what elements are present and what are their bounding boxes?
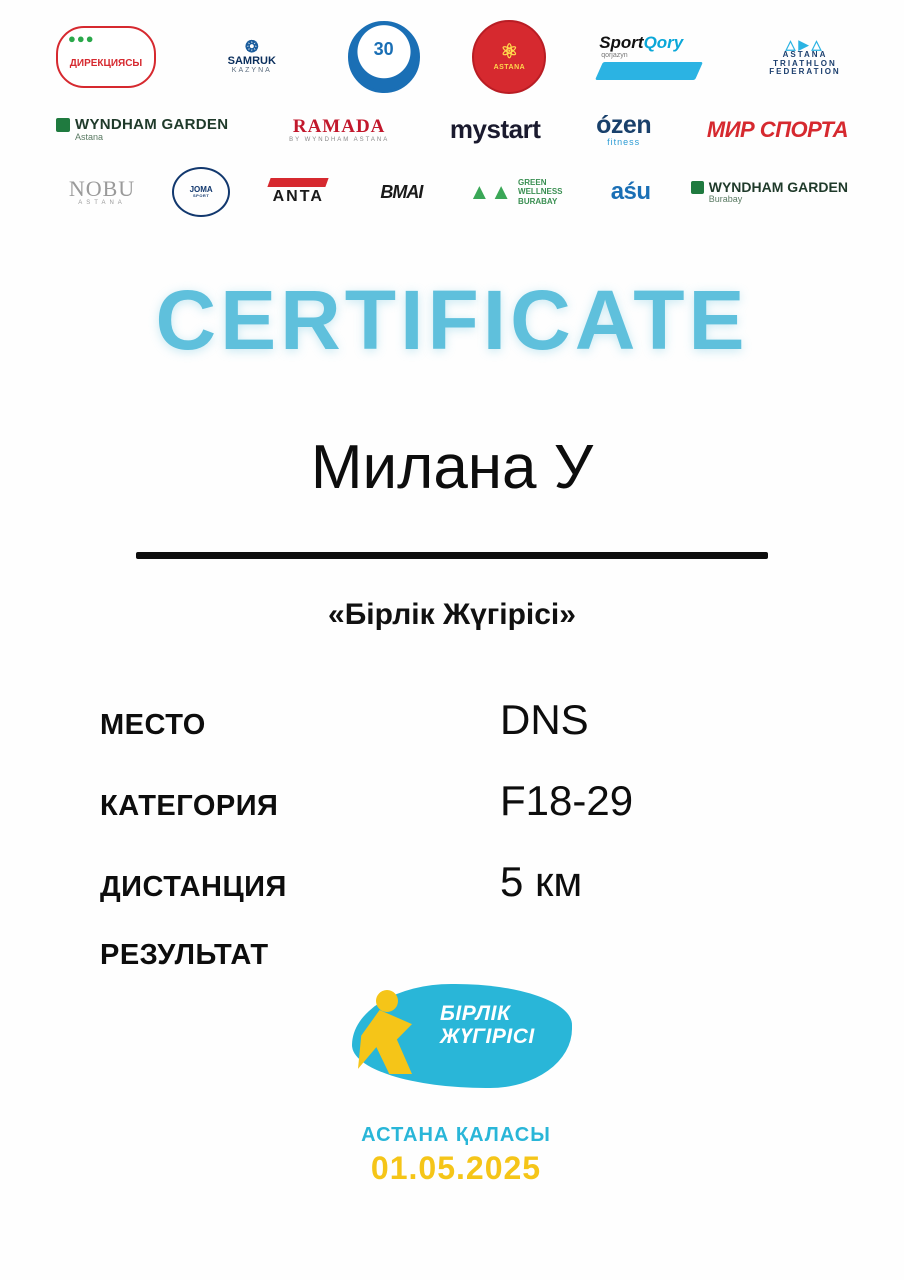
logo-ramada <box>284 117 394 143</box>
logo-sport-qory-sub: qorjazyn <box>601 52 628 60</box>
logo-mir-sporta: МИР СПОРТА <box>706 117 848 143</box>
logo-wyndham-astana-label: WYNDHAM GARDEN <box>75 116 229 134</box>
logo-sport-qory <box>599 34 709 79</box>
detail-label-place: МЕСТО <box>100 709 206 741</box>
logo-asu: aśu <box>610 178 651 206</box>
logo-wyndham-astana-sub: Astana <box>75 132 104 143</box>
logo-samruk-kazyna <box>209 40 295 75</box>
triangle-icon: △▶△ <box>785 36 825 52</box>
sponsor-row-1 <box>56 20 848 94</box>
logo-mystart: mystart <box>449 114 541 145</box>
logo-joma-label: JOMA <box>189 184 213 194</box>
logo-sport-qory-label: SportQory <box>599 33 684 53</box>
logo-nobu-sub: ASTANA <box>78 200 126 207</box>
logo-green-wellness-label: GREEN WELLNESS BURABAY <box>518 178 563 206</box>
event-logo-line1: БІРЛІК <box>440 1002 511 1025</box>
logo-anta <box>254 178 342 206</box>
detail-row <box>100 696 800 777</box>
logo-state-emblem-30 <box>348 21 420 93</box>
detail-row <box>100 858 800 939</box>
event-logo-text <box>440 1002 535 1048</box>
event-logo <box>316 984 596 1204</box>
sponsor-row-2 <box>56 100 848 160</box>
recipient-name: Милана У <box>310 433 594 502</box>
logo-direkciyasy-label: ДИРЕКЦИЯСЫ <box>69 57 143 69</box>
logo-astana-label: АSTANA <box>493 64 526 72</box>
logo-joma <box>172 167 230 217</box>
logo-ozen-label: ózen <box>596 111 652 140</box>
logo-wyndham-burabay-sub: Burabay <box>708 193 743 204</box>
sponsor-logo-band <box>56 20 848 218</box>
logo-wyndham-garden-burabay <box>691 180 848 204</box>
logo-anta-label: ANTA <box>272 188 324 206</box>
certificate-title: CERTIFICATE <box>155 273 749 367</box>
logo-wyndham-garden-astana <box>56 117 228 142</box>
tree-icon: ▲▲ <box>468 179 513 204</box>
logo-samruk-sub: KAZYNA <box>231 67 272 75</box>
divider <box>136 552 768 559</box>
event-city: АСТАНА ҚАЛАСЫ <box>361 1124 551 1146</box>
logo-nobu-label: NOBU <box>68 176 136 202</box>
logo-ozen-fitness <box>596 112 651 148</box>
detail-label-distance: ДИСТАНЦИЯ <box>100 871 287 903</box>
logo-green-wellness-burabay <box>461 178 571 206</box>
event-name: «Бірлік Жүгірісі» <box>328 598 576 631</box>
logo-triathlon-label2: TRIATHLON <box>773 58 837 68</box>
detail-label-result: РЕЗУЛЬТАТ <box>100 939 269 971</box>
crest-icon: ⚛ <box>500 41 519 64</box>
logo-ozen-sub: fitness <box>607 137 641 148</box>
event-date: 01.05.2025 <box>370 1150 542 1186</box>
runner-icon <box>350 990 424 1082</box>
logo-emblem-number: 30 <box>373 39 394 59</box>
event-logo-line2: ЖҮГІРІСІ <box>440 1025 535 1049</box>
detail-value-place: DNS <box>500 696 589 743</box>
wyndham-mark-icon <box>56 118 70 132</box>
anta-mark-icon <box>268 178 329 187</box>
logo-ramada-label: RAMADA <box>292 115 386 137</box>
result-details <box>100 696 800 1020</box>
logo-nobu <box>56 177 148 206</box>
logo-direkciyasy <box>56 26 156 88</box>
runners-icon: ●●● <box>68 31 95 46</box>
logo-joma-sub: SPORT <box>192 193 210 199</box>
detail-label-category: КАТЕГОРИЯ <box>100 790 279 822</box>
detail-row <box>100 777 800 858</box>
logo-wyndham-burabay-label: WYNDHAM GARDEN <box>708 178 848 195</box>
logo-astana-city-crest <box>472 20 546 94</box>
logo-ramada-sub: BY WYNDHAM ASTANA <box>289 136 390 143</box>
samruk-bird-icon: ❂ <box>245 38 259 56</box>
logo-triathlon-label3: FEDERATION <box>769 67 841 77</box>
swoosh-icon <box>595 62 703 80</box>
logo-bmai: BMAI <box>380 181 423 202</box>
detail-value-distance: 5 км <box>500 858 583 905</box>
logo-triathlon-label: ASTANA <box>782 50 828 60</box>
sponsor-row-3 <box>56 166 848 218</box>
detail-value-category: F18-29 <box>500 777 634 824</box>
wyndham-burabay-mark-icon <box>691 181 704 194</box>
logo-samruk-label: SAMRUK <box>227 54 276 67</box>
logo-astana-triathlon-federation <box>762 38 848 77</box>
